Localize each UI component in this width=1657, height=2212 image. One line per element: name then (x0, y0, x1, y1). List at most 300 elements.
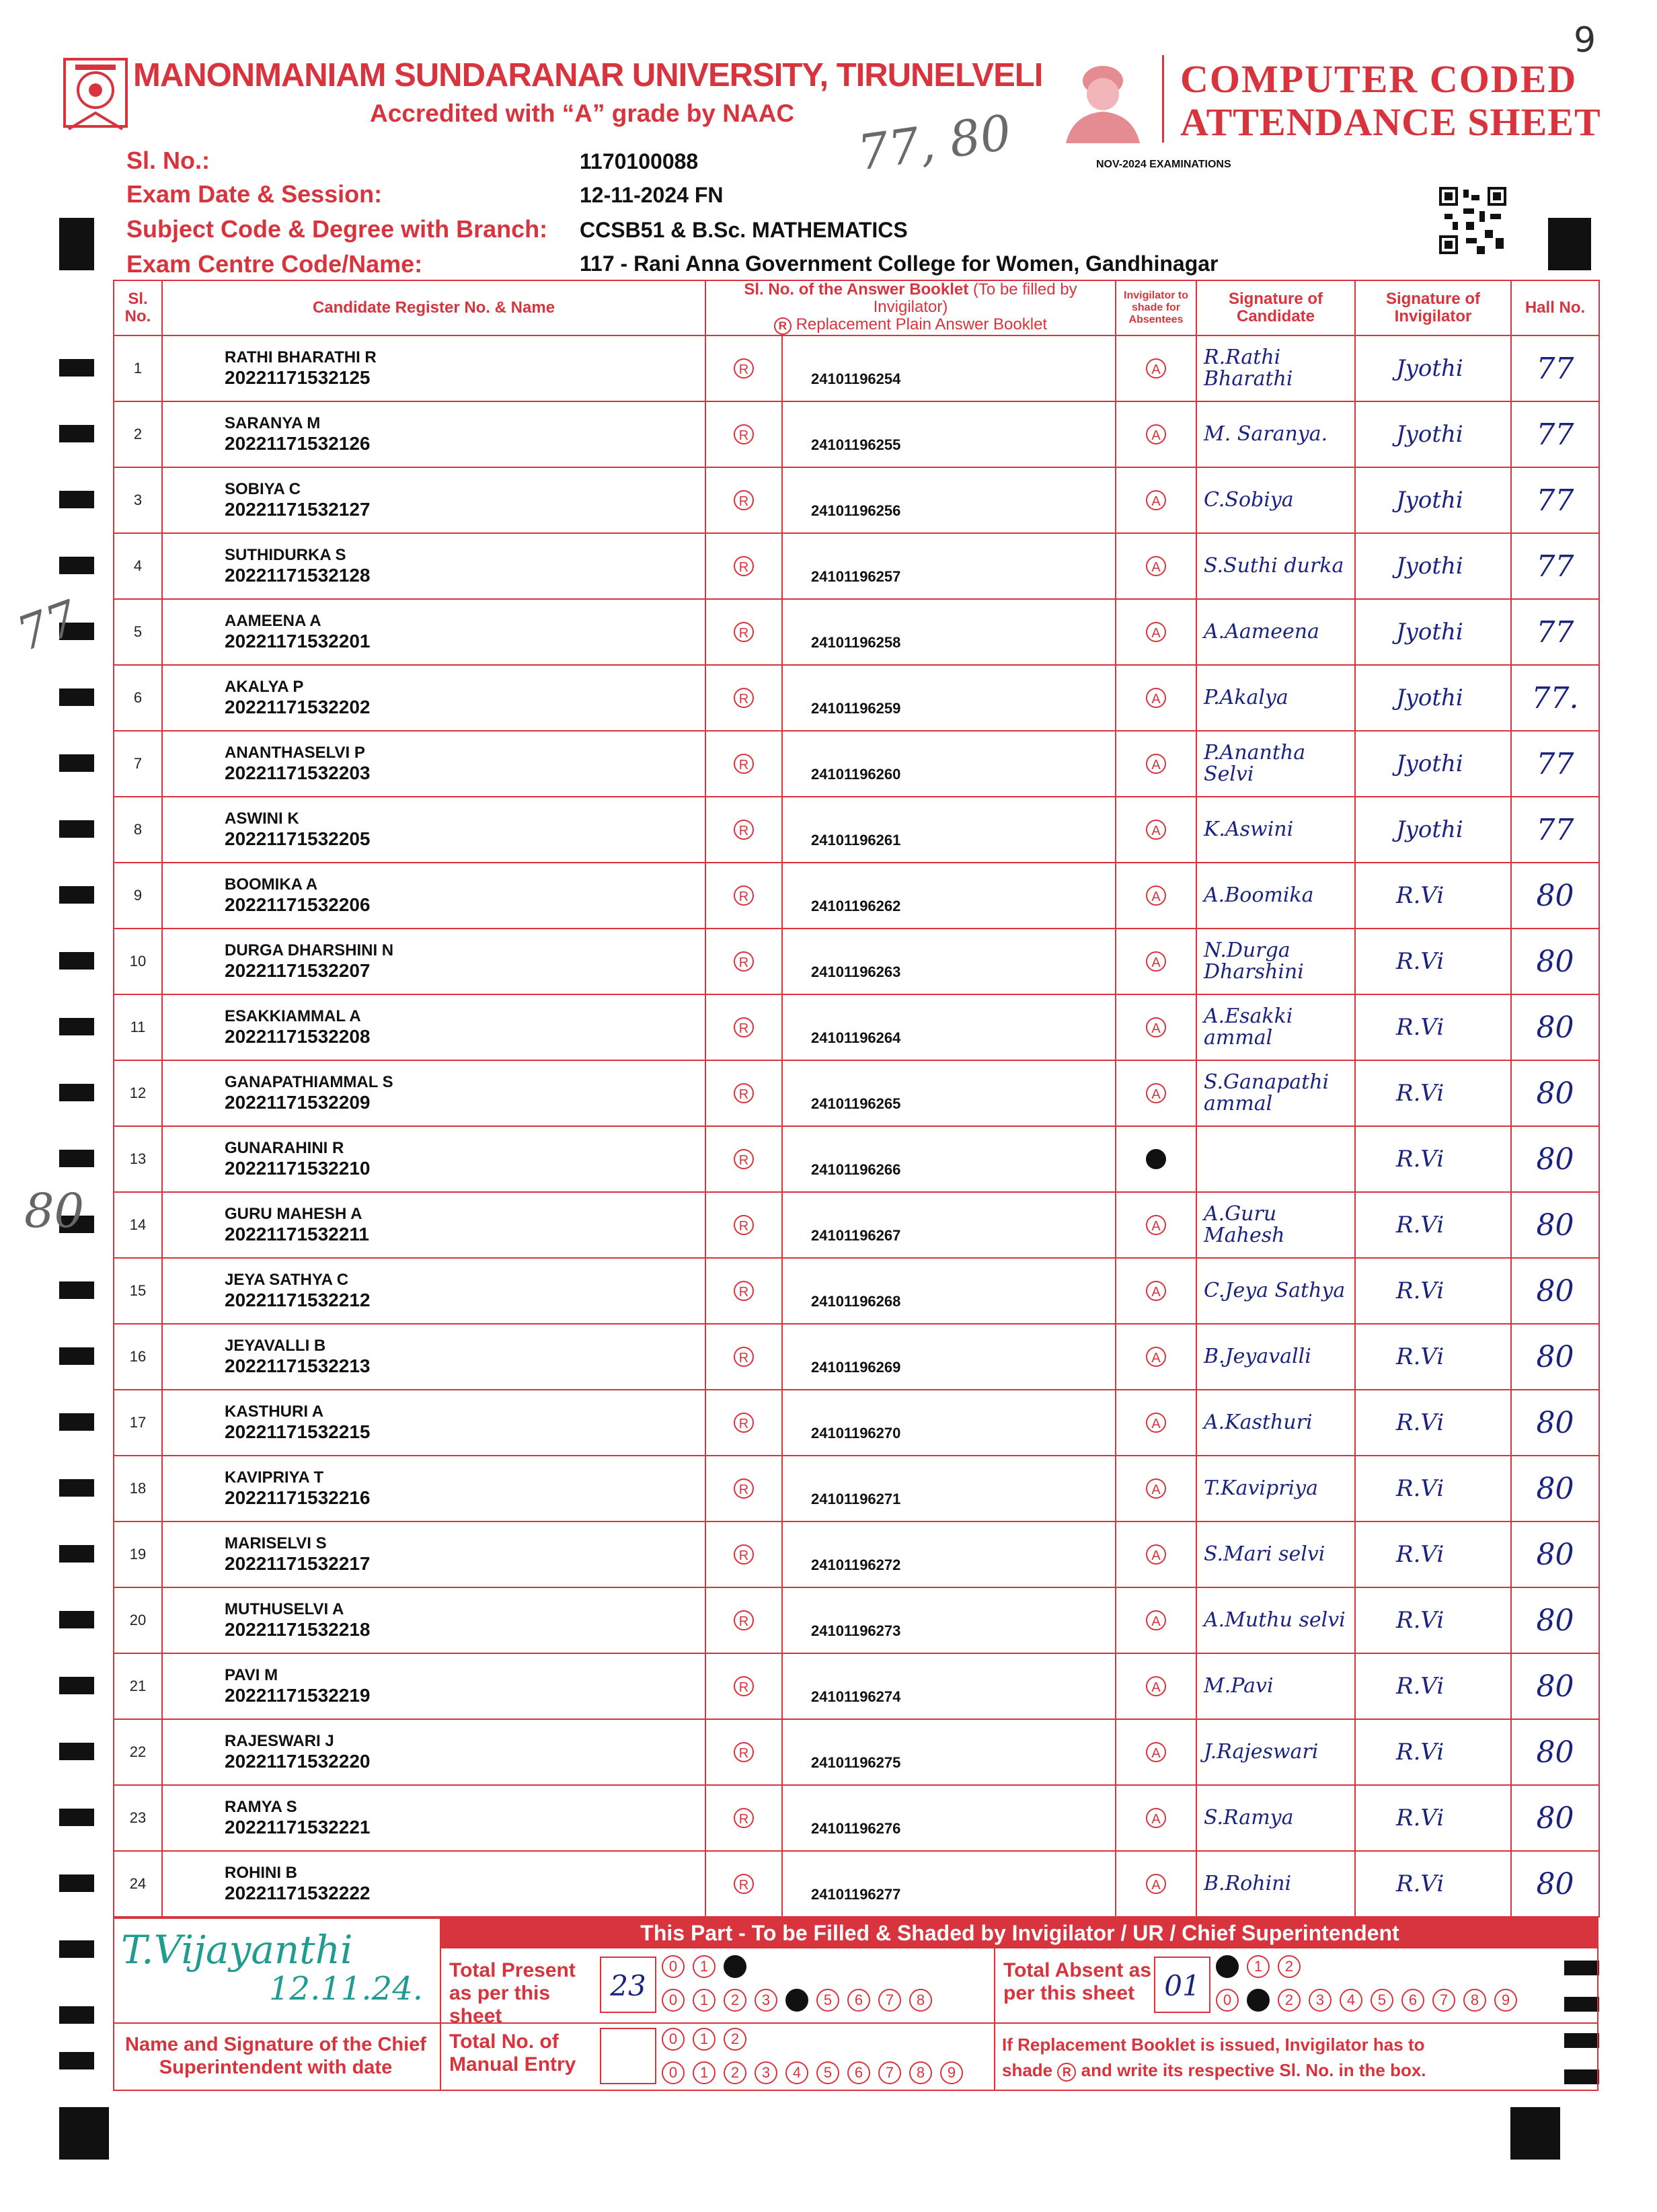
replacement-bubble[interactable]: R (734, 951, 754, 972)
booklet-number: 24101196263 (782, 929, 1116, 994)
absent-cell (1116, 1719, 1196, 1785)
booklet-number: 24101196266 (782, 1126, 1116, 1192)
candidate-register-no: 20221171532208 (225, 1026, 371, 1047)
row-sl-no: 18 (114, 1456, 162, 1522)
invigilator-signature: Jyothi (1355, 599, 1511, 665)
absent-bubble[interactable]: A (1146, 951, 1166, 972)
bubble[interactable]: 7 (878, 2061, 901, 2084)
registration-block-left (59, 218, 94, 270)
replacement-bubble[interactable]: R (734, 1610, 754, 1630)
replacement-cell (705, 599, 782, 665)
timing-mark (59, 1874, 94, 1892)
candidate-signature: C.Jeya Sathya (1196, 1258, 1355, 1324)
booklet-number: 24101196261 (782, 797, 1116, 863)
bubble[interactable]: 6 (847, 1989, 870, 2012)
exam-date-value: 12-11-2024 FN (580, 183, 724, 207)
table-row (114, 1587, 1599, 1653)
replacement-bubble[interactable]: R (734, 1215, 754, 1235)
table-row (114, 1719, 1599, 1785)
absent-bubble[interactable]: A (1146, 556, 1166, 576)
absent-cell (1116, 863, 1196, 929)
col-header-hall: Hall No. (1511, 280, 1599, 335)
bubble[interactable]: 0 (662, 2061, 685, 2084)
footer-divider (440, 1918, 441, 2091)
bubble[interactable]: 1 (693, 2028, 716, 2051)
table-row (114, 599, 1599, 665)
absent-bubble[interactable]: A (1146, 1347, 1166, 1367)
absent-cell (1116, 599, 1196, 665)
absent-cell (1116, 797, 1196, 863)
table-row (114, 401, 1599, 467)
total-present-label: Total Present as per this sheet (449, 1959, 576, 2027)
total-present-tens-bubbles[interactable] (662, 1955, 746, 1978)
absent-cell (1116, 1060, 1196, 1126)
hall-number: 80 (1511, 1587, 1599, 1653)
replacement-note (1002, 2032, 1426, 2083)
invigilator-signature: R.Vi (1355, 1851, 1511, 1917)
absent-bubble[interactable]: A (1146, 885, 1166, 906)
replacement-bubble[interactable]: R (734, 1149, 754, 1169)
handwritten-hall-note: 77, 80 (854, 104, 1015, 182)
absent-bubble[interactable]: A (1146, 1610, 1166, 1630)
attendance-table (113, 280, 1600, 1918)
bubble[interactable]: 2 (724, 2028, 746, 2051)
col-header-booklet (705, 280, 1116, 335)
row-sl-no: 20 (114, 1587, 162, 1653)
bubble[interactable]: 1 (693, 2061, 716, 2084)
subject-label: Subject Code & Degree with Branch: (126, 215, 548, 243)
bubble[interactable]: 0 (662, 1955, 685, 1978)
replacement-bubble[interactable]: R (734, 1017, 754, 1037)
absent-bubble[interactable]: A (1146, 1874, 1166, 1894)
candidate-name: SARANYA M (225, 414, 321, 432)
manual-entry-tens-bubbles[interactable] (662, 2028, 746, 2051)
hall-number: 80 (1511, 1851, 1599, 1917)
bubble-filled[interactable]: 4 (785, 1989, 808, 2012)
bubble-filled[interactable]: 1 (1247, 1989, 1270, 2012)
manual-entry-units-bubbles[interactable] (662, 2061, 963, 2084)
bubble[interactable]: 0 (1216, 1989, 1239, 2012)
hall-number: 80 (1511, 1785, 1599, 1851)
replacement-bubble[interactable]: R (734, 1808, 754, 1828)
timing-mark (59, 754, 94, 772)
absent-bubble[interactable]: A (1146, 1083, 1166, 1103)
hall-number: 80 (1511, 1060, 1599, 1126)
booklet-number: 24101196264 (782, 994, 1116, 1060)
invigilator-signature: R.Vi (1355, 1456, 1511, 1522)
absent-cell (1116, 665, 1196, 731)
candidate-cell (162, 335, 705, 401)
bubble[interactable]: 0 (662, 1989, 685, 2012)
invigilator-signature: R.Vi (1355, 1522, 1511, 1587)
replacement-bubble[interactable]: R (734, 754, 754, 774)
bubble[interactable]: 6 (847, 2061, 870, 2084)
replacement-bubble[interactable]: R (734, 1083, 754, 1103)
bubble[interactable]: 5 (816, 1989, 839, 2012)
candidate-name: KAVIPRIYA T (225, 1468, 324, 1487)
row-sl-no: 16 (114, 1324, 162, 1390)
hall-number: 80 (1511, 1126, 1599, 1192)
manual-entry-box[interactable] (600, 2028, 656, 2084)
row-sl-no: 5 (114, 599, 162, 665)
candidate-signature: B.Rohini (1196, 1851, 1355, 1917)
candidate-signature: N.Durga Dharshini (1196, 929, 1355, 994)
replacement-cell (705, 863, 782, 929)
replacement-cell (705, 994, 782, 1060)
registration-block-bottom-left (59, 2107, 109, 2160)
absent-bubble[interactable]: A (1146, 1742, 1166, 1762)
bubble[interactable]: 2 (724, 1989, 746, 2012)
invigilator-signature: R.Vi (1355, 1785, 1511, 1851)
bubble[interactable]: 3 (755, 1989, 777, 2012)
timing-mark (59, 1084, 94, 1101)
candidate-cell (162, 1390, 705, 1456)
candidate-name: ROHINI B (225, 1864, 297, 1882)
candidate-signature: P.Akalya (1196, 665, 1355, 731)
replacement-symbol-icon: R (774, 317, 792, 335)
exam-date-label: Exam Date & Session: (126, 180, 383, 208)
invigilator-signature: R.Vi (1355, 1719, 1511, 1785)
invigilator-signature: Jyothi (1355, 401, 1511, 467)
hall-number: 77 (1511, 335, 1599, 401)
candidate-name: PAVI M (225, 1666, 278, 1684)
candidate-cell (162, 1522, 705, 1587)
candidate-name: BOOMIKA A (225, 875, 318, 894)
replacement-bubble[interactable]: R (734, 885, 754, 906)
hall-number: 80 (1511, 1192, 1599, 1258)
candidate-name: ANANTHASELVI P (225, 744, 365, 762)
absent-bubble[interactable]: A (1146, 1215, 1166, 1235)
replacement-cell (705, 1390, 782, 1456)
replacement-bubble[interactable]: R (734, 424, 754, 444)
total-absent-units-bubbles[interactable] (1216, 1989, 1517, 2012)
replacement-cell (705, 1192, 782, 1258)
candidate-register-no: 20221171532202 (225, 697, 371, 717)
candidate-name: AAMEENA A (225, 612, 321, 630)
bubble-filled[interactable]: 0 (1216, 1955, 1239, 1978)
candidate-name: JEYA SATHYA C (225, 1271, 349, 1289)
candidate-cell (162, 467, 705, 533)
replacement-bubble[interactable]: R (734, 622, 754, 642)
candidate-name: GUNARAHINI R (225, 1139, 344, 1157)
absent-cell (1116, 335, 1196, 401)
replacement-bubble[interactable]: R (734, 1874, 754, 1894)
absent-cell (1116, 533, 1196, 599)
absent-bubble[interactable]: A (1146, 1676, 1166, 1696)
table-row (114, 1522, 1599, 1587)
candidate-register-no: 20221171532201 (225, 631, 371, 651)
bubble-filled[interactable]: 2 (724, 1955, 746, 1978)
replacement-cell (705, 1060, 782, 1126)
total-absent-tens-bubbles[interactable] (1216, 1955, 1301, 1978)
invigilator-signature: R.Vi (1355, 863, 1511, 929)
replacement-bubble[interactable]: R (734, 358, 754, 379)
row-sl-no: 22 (114, 1719, 162, 1785)
table-row (114, 335, 1599, 401)
absent-cell (1116, 1785, 1196, 1851)
candidate-signature: K.Aswini (1196, 797, 1355, 863)
replacement-cell (705, 665, 782, 731)
timing-mark (59, 1809, 94, 1826)
hall-number: 80 (1511, 863, 1599, 929)
candidate-name: MUTHUSELVI A (225, 1600, 344, 1618)
timing-mark (59, 1611, 94, 1628)
timing-mark (59, 491, 94, 508)
timing-mark (59, 359, 94, 377)
replacement-cell (705, 1522, 782, 1587)
replacement-bubble[interactable]: R (734, 1742, 754, 1762)
absent-cell (1116, 731, 1196, 797)
absent-cell (1116, 1192, 1196, 1258)
hall-number: 80 (1511, 1456, 1599, 1522)
bubble[interactable]: 7 (878, 1989, 901, 2012)
col-header-candidate: Candidate Register No. & Name (162, 280, 705, 335)
absent-bubble[interactable]: A (1146, 820, 1166, 840)
centre-value: 117 - Rani Anna Government College for Women, Gandhinagar (580, 251, 1219, 276)
table-row (114, 533, 1599, 599)
booklet-number: 24101196267 (782, 1192, 1116, 1258)
absent-bubble[interactable]: A (1146, 688, 1166, 708)
total-absent-label: Total Absent as per this sheet (1003, 1959, 1152, 2004)
chief-superintendent-label: Name and Signature of the Chief Superintendent with date (125, 2034, 426, 2078)
candidate-signature: M. Saranya. (1196, 401, 1355, 467)
candidate-register-no: 20221171532217 (225, 1553, 371, 1574)
replacement-bubble[interactable]: R (734, 1281, 754, 1301)
replacement-bubble[interactable]: R (734, 1413, 754, 1433)
registration-block-bottom-right (1510, 2107, 1560, 2160)
bubble[interactable]: 8 (909, 1989, 932, 2012)
booklet-number: 24101196269 (782, 1324, 1116, 1390)
candidate-signature: J.Rajeswari (1196, 1719, 1355, 1785)
replacement-cell (705, 1258, 782, 1324)
candidate-signature: S.Ganapathi ammal (1196, 1060, 1355, 1126)
bubble[interactable]: 7 (1432, 1989, 1455, 2012)
candidate-signature (1196, 1126, 1355, 1192)
bubble[interactable]: 3 (755, 2061, 777, 2084)
absent-bubble[interactable]: A (1146, 358, 1166, 379)
absent-bubble[interactable]: A (1146, 1413, 1166, 1433)
candidate-name: ESAKKIAMMAL A (225, 1007, 361, 1025)
candidate-cell (162, 1785, 705, 1851)
candidate-name: RAJESWARI J (225, 1732, 334, 1750)
replacement-cell (705, 1126, 782, 1192)
invigilator-signature: Jyothi (1355, 731, 1511, 797)
candidate-register-no: 20221171532218 (225, 1619, 371, 1640)
replacement-note-line2: and write its respective Sl. No. in the box. (1081, 2060, 1426, 2080)
absent-bubble[interactable]: A (1146, 490, 1166, 510)
bubble[interactable]: 2 (1278, 1989, 1301, 2012)
absent-bubble[interactable]: A (1146, 754, 1166, 774)
col-header-absent: Invigilator to shade for Absentees (1116, 280, 1196, 335)
booklet-number: 24101196257 (782, 533, 1116, 599)
qr-code-icon (1439, 187, 1506, 254)
invigilator-signature: R.Vi (1355, 1192, 1511, 1258)
candidate-cell (162, 1324, 705, 1390)
timing-mark (59, 2052, 94, 2069)
absent-bubble[interactable]: A (1146, 622, 1166, 642)
candidate-signature: A.Kasthuri (1196, 1390, 1355, 1456)
hall-number: 77 (1511, 599, 1599, 665)
booklet-number: 24101196277 (782, 1851, 1116, 1917)
candidate-name: KASTHURI A (225, 1403, 324, 1421)
replacement-cell (705, 1324, 782, 1390)
absent-bubble-filled[interactable]: A (1146, 1149, 1166, 1169)
replacement-bubble[interactable]: R (734, 1676, 754, 1696)
candidate-register-no: 20221171532210 (225, 1158, 371, 1179)
row-sl-no: 3 (114, 467, 162, 533)
table-row (114, 797, 1599, 863)
total-present-units-bubbles[interactable] (662, 1989, 932, 2012)
absent-cell (1116, 1324, 1196, 1390)
candidate-cell (162, 863, 705, 929)
candidate-cell (162, 1060, 705, 1126)
candidate-name: ASWINI K (225, 809, 299, 828)
hall-number: 80 (1511, 1719, 1599, 1785)
candidate-name: DURGA DHARSHINI N (225, 941, 394, 959)
footer-divider (994, 1948, 995, 2091)
bubble[interactable]: 2 (1278, 1955, 1301, 1978)
booklet-number: 24101196274 (782, 1653, 1116, 1719)
bubble[interactable]: 3 (1309, 1989, 1332, 2012)
bubble[interactable]: 5 (816, 2061, 839, 2084)
candidate-cell (162, 1653, 705, 1719)
table-row (114, 1390, 1599, 1456)
total-absent-box[interactable]: 01 (1154, 1957, 1210, 2013)
replacement-cell (705, 1719, 782, 1785)
absent-cell (1116, 1390, 1196, 1456)
replacement-bubble[interactable]: R (734, 1347, 754, 1367)
absent-cell (1116, 1126, 1196, 1192)
replacement-cell (705, 533, 782, 599)
replacement-cell (705, 1851, 782, 1917)
candidate-cell (162, 1851, 705, 1917)
absent-cell (1116, 401, 1196, 467)
bubble[interactable]: 9 (1494, 1989, 1517, 2012)
replacement-bubble[interactable]: R (734, 1544, 754, 1565)
absent-bubble[interactable]: A (1146, 1017, 1166, 1037)
replacement-bubble[interactable]: R (734, 556, 754, 576)
absent-cell (1116, 1653, 1196, 1719)
candidate-cell (162, 1258, 705, 1324)
candidate-cell (162, 665, 705, 731)
accreditation: Accredited with “A” grade by NAAC (370, 100, 795, 127)
bubble[interactable]: 4 (785, 2061, 808, 2084)
candidate-name: RAMYA S (225, 1798, 297, 1816)
bubble[interactable]: 4 (1340, 1989, 1362, 2012)
candidate-cell (162, 401, 705, 467)
booklet-header-title: Sl. No. of the Answer Booklet (744, 280, 969, 299)
timing-mark (59, 1677, 94, 1694)
subject-value: CCSB51 & B.Sc. MATHEMATICS (580, 218, 908, 242)
replacement-note-shade: shade (1002, 2060, 1053, 2080)
absent-cell (1116, 994, 1196, 1060)
footer-banner: This Part - To be Filled & Shaded by Invigilator / UR / Chief Superintendent (441, 1918, 1598, 1948)
row-sl-no: 15 (114, 1258, 162, 1324)
hall-number: 80 (1511, 1324, 1599, 1390)
total-present-box[interactable]: 23 (600, 1957, 656, 2013)
table-row (114, 665, 1599, 731)
margin-note-80: 80 (24, 1183, 85, 1238)
invigilator-signature: R.Vi (1355, 994, 1511, 1060)
bubble[interactable]: 2 (724, 2061, 746, 2084)
booklet-number: 24101196276 (782, 1785, 1116, 1851)
title-divider (1162, 55, 1164, 143)
bubble[interactable]: 0 (662, 2028, 685, 2051)
booklet-number: 24101196275 (782, 1719, 1116, 1785)
absent-bubble[interactable]: A (1146, 1808, 1166, 1828)
timing-mark (59, 557, 94, 574)
hall-number: 80 (1511, 1653, 1599, 1719)
candidate-cell (162, 929, 705, 994)
candidate-cell (162, 533, 705, 599)
table-row (114, 1258, 1599, 1324)
absent-bubble[interactable]: A (1146, 1544, 1166, 1565)
col-header-sl: Sl. No. (114, 280, 162, 335)
candidate-signature: B.Jeyavalli (1196, 1324, 1355, 1390)
attendance-rows (114, 335, 1599, 1917)
timing-mark (59, 1479, 94, 1497)
invigilator-signature: R.Vi (1355, 1060, 1511, 1126)
invigilator-signature: R.Vi (1355, 1587, 1511, 1653)
absent-bubble[interactable]: A (1146, 1478, 1166, 1499)
replacement-bubble[interactable]: R (734, 820, 754, 840)
timing-mark (59, 1545, 94, 1563)
bubble[interactable]: 1 (693, 1989, 716, 2012)
booklet-header-sub: Replacement Plain Answer Booklet (796, 315, 1048, 333)
row-sl-no: 11 (114, 994, 162, 1060)
replacement-symbol-icon: R (1057, 2063, 1076, 2082)
replacement-bubble[interactable]: R (734, 490, 754, 510)
bubble[interactable]: 8 (1463, 1989, 1486, 2012)
invigilator-signature: R.Vi (1355, 929, 1511, 994)
candidate-signature: S.Suthi durka (1196, 533, 1355, 599)
row-sl-no: 7 (114, 731, 162, 797)
table-row (114, 994, 1599, 1060)
row-sl-no: 13 (114, 1126, 162, 1192)
replacement-cell (705, 797, 782, 863)
bubble[interactable]: 1 (1247, 1955, 1270, 1978)
bubble[interactable]: 9 (940, 2061, 963, 2084)
hall-number: 80 (1511, 929, 1599, 994)
replacement-bubble[interactable]: R (734, 1478, 754, 1499)
candidate-signature: P.Anantha Selvi (1196, 731, 1355, 797)
timing-mark (59, 820, 94, 838)
candidate-register-no: 20221171532209 (225, 1092, 371, 1113)
candidate-register-no: 20221171532222 (225, 1883, 371, 1903)
bubble[interactable]: 5 (1371, 1989, 1393, 2012)
replacement-bubble[interactable]: R (734, 688, 754, 708)
invigilator-signature: Jyothi (1355, 335, 1511, 401)
sheet-title-line1: COMPUTER CODED (1180, 57, 1578, 101)
invigilator-signature: Jyothi (1355, 533, 1511, 599)
bubble[interactable]: 1 (693, 1955, 716, 1978)
bubble[interactable]: 6 (1401, 1989, 1424, 2012)
hall-number: 77 (1511, 797, 1599, 863)
sheet-title-line2: ATTENDANCE SHEET (1180, 100, 1601, 144)
footer-divider (994, 2022, 1598, 2024)
bubble[interactable]: 8 (909, 2061, 932, 2084)
row-sl-no: 23 (114, 1785, 162, 1851)
absent-cell (1116, 1587, 1196, 1653)
candidate-register-no: 20221171532216 (225, 1487, 371, 1508)
absent-bubble[interactable]: A (1146, 424, 1166, 444)
replacement-cell (705, 1653, 782, 1719)
candidate-register-no: 20221171532207 (225, 960, 371, 981)
candidate-register-no: 20221171532213 (225, 1355, 371, 1376)
candidate-register-no: 20221171532203 (225, 762, 371, 783)
table-row (114, 467, 1599, 533)
absent-bubble[interactable]: A (1146, 1281, 1166, 1301)
